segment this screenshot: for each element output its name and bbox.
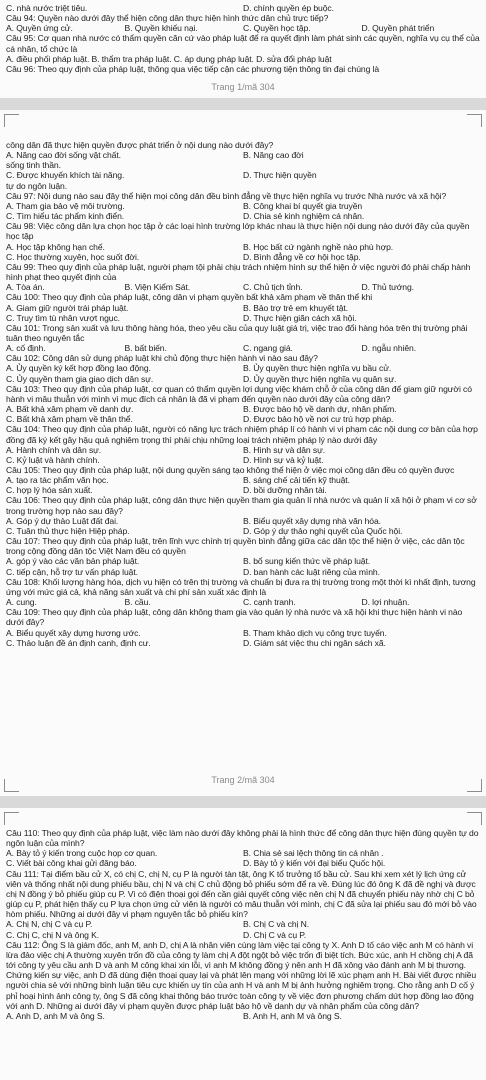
answer-option: D. Bình đẳng về cơ hội học tập. bbox=[243, 251, 361, 262]
question-text: Câu 96: Theo quy định của pháp luật, thông qua việc tiếp cận các phương tiện thông tin đại chúng là bbox=[6, 63, 380, 74]
answer-options-row bbox=[6, 303, 480, 313]
question-text: Câu 105: Theo quy định của pháp luật, nội dung quyền sáng tạo không thể hiện ở việc mọi công dân đều có quyền được bbox=[6, 465, 455, 475]
answer-option: D. Góp ý dự thảo nghị quyết của Quốc hội. bbox=[243, 525, 403, 536]
answer-options-row bbox=[6, 211, 480, 221]
answer-options-row bbox=[6, 858, 480, 868]
question-text: Câu 94: Quyền nào dưới đây thể hiện công dân thực hiện hình thức dân chủ trực tiếp? bbox=[6, 13, 329, 24]
question-text: Câu 112: Ông S là giám đốc, anh M, anh D, chị A là nhân viên cùng làm việc tại công ty X. Anh D tố cáo việc anh M có hành vi lừa đảo việc chị A thường xuyên trốn đồ của công ty làm chị A đột ngột bỏ việc trốn đi biệt tích. Bức xúc, anh H chồng chị A đã tới công ty yêu cầu anh D và anh M công khai xin lỗi, vì anh M không đồng ý nên anh H đã xông vào đánh anh M bị thương. Chứng kiến sự việc, anh D đã dùng điện thoại quay lại và phát lên mạng với những lời lẽ xúc phạm anh H. Bài viết được nhiều người chia sẻ với những bình luận tiêu cực khiến uy tín của anh H và anh M bị ảnh hưởng nghiêm trọng. Cho rằng anh D cố ý phỉ hoại hình ảnh công ty, ông S đã công khai thông báo trước toàn công ty về việc đơn phương chấm dứt hợp đồng lao động với anh D. Những ai dưới đây vi phạm quyền được pháp luật bảo hộ về danh dự và nhân phẩm của công dân? bbox=[6, 939, 476, 1011]
answer-option: B. Chị C và chị N. bbox=[243, 919, 310, 930]
answer-options-row bbox=[6, 23, 480, 33]
page-number: Trang 1/mã 304 bbox=[211, 82, 275, 92]
answer-option: C. tiếp cận, hỗ trợ tư vấn pháp luật. bbox=[6, 566, 138, 577]
answer-option: B. Biểu quyết xây dựng nhà văn hóa. bbox=[243, 515, 381, 526]
corner-mark bbox=[467, 812, 482, 825]
answer-options-row bbox=[6, 1011, 480, 1021]
answer-option: C. ngang giá. bbox=[243, 343, 293, 354]
answer-option: B. Học bất cứ ngành nghề nào phù hợp. bbox=[243, 241, 394, 252]
answer-option: C. hợp lý hóa sản xuất. bbox=[6, 485, 93, 496]
answer-options-row bbox=[6, 3, 480, 13]
answer-option: D. Được bảo hộ về nơi cư trú hợp pháp. bbox=[243, 414, 394, 425]
answer-options-row bbox=[6, 414, 480, 424]
page-number: Trang 2/mã 304 bbox=[211, 775, 275, 785]
answer-option: D. Quyền phát triển bbox=[361, 23, 435, 34]
answer-options-row bbox=[6, 485, 480, 495]
answer-option: C. Thảo luận đề án định canh, định cư. bbox=[6, 637, 151, 648]
answer-options-row bbox=[6, 455, 480, 465]
answer-option: C. Viết bài công khai gửi đăng báo. bbox=[6, 858, 137, 869]
answer-option: A. Giam giữ người trái pháp luật. bbox=[6, 302, 129, 313]
question-text: A. điều phối pháp luật. B. thẩm tra pháp luật. C. áp dụng pháp luật. D. sửa đổi pháp luật bbox=[6, 53, 332, 64]
answer-option: B. sáng chế cải tiến kỹ thuật. bbox=[243, 475, 350, 486]
answer-options-row bbox=[6, 404, 480, 414]
answer-options-row bbox=[6, 282, 480, 292]
answer-option: A. Chị N, chị C và cụ P. bbox=[6, 919, 93, 930]
answer-options-row bbox=[6, 343, 480, 353]
answer-option: B. cầu. bbox=[124, 597, 151, 608]
answer-option: D. Bày tỏ ý kiến với đại biểu Quốc hội. bbox=[243, 858, 386, 869]
answer-option: C. Truy tìm tù nhân vượt ngục. bbox=[6, 312, 120, 323]
answer-option: C. Được khuyến khích tài năng. bbox=[6, 170, 125, 181]
answer-option: B. Công khai bí quyết gia truyền bbox=[243, 200, 363, 211]
answer-option: C. Tìm hiểu tác phẩm kinh điển. bbox=[6, 211, 125, 222]
answer-option: A. Bày tỏ ý kiến trong cuộc họp cơ quan. bbox=[6, 848, 158, 859]
answer-options-row bbox=[6, 638, 480, 648]
answer-options-row bbox=[6, 363, 480, 373]
answer-option: B. Quyền khiếu nại. bbox=[124, 23, 198, 34]
answer-option: A. cố định. bbox=[6, 343, 46, 354]
question-text: sống tinh thần. bbox=[6, 160, 61, 171]
answer-option: D. bồi dưỡng nhân tài. bbox=[243, 485, 327, 496]
question-text: Câu 98: Việc công dân lựa chọn học tập ở các loại hình trường lớp khác nhau là thực hiện nội dung nào dưới đây của quyền học tập bbox=[6, 221, 470, 242]
answer-option: A. tạo ra tác phẩm văn học. bbox=[6, 475, 109, 486]
answer-option: C. Tuân thủ thực hiện Hiệp pháp. bbox=[6, 525, 130, 536]
answer-option: D. Giám sát việc thu chi ngân sách xã. bbox=[243, 637, 386, 648]
answer-option: A. Năng cao đời sống vật chất. bbox=[6, 150, 121, 161]
answer-option: C. Học thường xuyên, học suốt đời. bbox=[6, 251, 140, 262]
answer-option: C. Bất khả xâm phạm về thân thể. bbox=[6, 414, 133, 425]
answer-option: D. Thực hiện quyền bbox=[243, 170, 317, 181]
page-1-text bbox=[6, 3, 480, 74]
answer-option: A. cung. bbox=[6, 597, 37, 608]
answer-option: A. Học tập không hạn chế. bbox=[6, 241, 105, 252]
exam-page-3 bbox=[0, 808, 486, 1080]
answer-option: B. Viện Kiểm Sát. bbox=[124, 282, 190, 293]
question-text: Câu 99: Theo quy định của pháp luật, người phạm tội phải chịu trách nhiệm hình sự thể hiện ở việc người đó phải chấp hành hình phạt theo quyết định của bbox=[6, 261, 471, 283]
answer-option: A. Tòa án. bbox=[6, 282, 45, 293]
question-text: Câu 110: Theo quy định của pháp luật, việc làm nào dưới đây không phải là hình thức để công dân thực hiện đúng quyền tự do ngôn luận của mình? bbox=[6, 828, 479, 849]
answer-option: B. Anh H, anh M và ông S. bbox=[243, 1010, 342, 1021]
question-text: Câu 106: Theo quy định của pháp luật, công dân thực hiện quyền tham gia quản lí nhà nước và quản lí xã hội ở phạm vi cơ sở trong trường hợp nào sau đây? bbox=[6, 495, 477, 516]
answer-option: A. Anh D, anh M và ông S. bbox=[6, 1010, 105, 1021]
page-2-text bbox=[6, 140, 480, 648]
answer-option: A. Góp ý dự thảo Luật đất đai. bbox=[6, 515, 119, 526]
answer-option: C. nhà nước triệt tiêu. bbox=[6, 3, 88, 13]
answer-options-row bbox=[6, 526, 480, 536]
exam-page-2 bbox=[0, 110, 486, 796]
answer-option: B. Tham khảo dịch vụ công trực tuyến. bbox=[243, 627, 387, 638]
question-text: Câu 111: Tại điểm bầu cử X, có chị C, chị N, cụ P là người tàn tật, ông K tổ trưởng tổ bầu cử. Sau khi xem xét lý lịch ứng cử viên và thống nhất nội dung phiếu bầu, chị N và chị C chủ động bỏ phiếu sớm để ra về. Đúng lúc đó ông K đã đề nghị và được chị N đồng ý bỏ phiếu giúp cụ P. Vì có điện thoại gọi đến cần giải quyết công việc nên chị N đã chuyển phiếu này nhờ chị C bỏ giúp cụ P, phát hiện thấy cụ P lựa chọn ứng cử viên là người có mâu thuẫn với mình, chị C đã sửa lại phiếu sau đó mới bỏ vào hòm phiếu. Những ai dưới đây vi phạm nguyên tắc bỏ phiếu kín? bbox=[6, 868, 477, 920]
exam-page-1 bbox=[0, 0, 486, 98]
answer-options-row bbox=[6, 252, 480, 262]
question-text: Câu 108: Khối lượng hàng hóa, dịch vụ hiện có trên thị trường và chuẩn bị đưa ra thị trường trong một thời kì nhất định, tương ứng với mức giá cả, khả năng sản xuất và chi phí sản xuất xác định là bbox=[6, 576, 476, 597]
answer-option: D. Ủy quyền thực hiện nghĩa vụ quân sự. bbox=[243, 373, 397, 384]
answer-option: C. Chị C, chị N và ông K. bbox=[6, 929, 100, 940]
answer-option: A. Ủy quyền ký kết hợp đồng lao động. bbox=[6, 363, 151, 374]
answer-option: A. Hành chính và dân sự. bbox=[6, 444, 102, 455]
answer-option: D. lợi nhuận. bbox=[361, 597, 410, 608]
answer-options-row bbox=[6, 374, 480, 384]
answer-option: C. Quyền học tập. bbox=[243, 23, 311, 34]
answer-options-row bbox=[6, 313, 480, 323]
answer-option: B. Năng cao đời bbox=[243, 150, 304, 161]
answer-option: B. Được bảo hộ về danh dự, nhân phẩm. bbox=[243, 404, 397, 415]
question-text: Câu 100: Theo quy định của pháp luật, công dân vi phạm quyền bất khả xâm phạm về thân thể khi bbox=[6, 292, 373, 303]
answer-option: C. cạnh tranh. bbox=[243, 597, 296, 608]
answer-option: A. góp ý vào các văn bản pháp luật. bbox=[6, 556, 140, 567]
answer-option: A. Bất khả xâm phạm về danh dự. bbox=[6, 404, 134, 415]
answer-option: A. Quyền ứng cử. bbox=[6, 23, 73, 34]
answer-options-row bbox=[6, 597, 480, 607]
answer-option: C. Chủ tịch tỉnh. bbox=[243, 282, 303, 293]
answer-option: A. Biểu quyết xây dựng hương ước. bbox=[6, 627, 141, 638]
answer-option: B. bất biến. bbox=[124, 343, 167, 354]
corner-mark bbox=[4, 812, 19, 825]
answer-options-row bbox=[6, 475, 480, 485]
answer-option: A. Tham gia bảo vệ môi trường. bbox=[6, 200, 125, 211]
question-text: Câu 97: Nội dung nào sau đây thể hiện mọi công dân đều bình đẳng về thực hiện nghĩa vụ trước Nhà nước và xã hội? bbox=[6, 190, 447, 201]
answer-option: C. Kỷ luật và hành chính. bbox=[6, 454, 100, 465]
answer-options-row bbox=[6, 567, 480, 577]
answer-options-row bbox=[6, 628, 480, 638]
answer-options-row bbox=[6, 919, 480, 929]
answer-options-row bbox=[6, 930, 480, 940]
question-text: Câu 109: Theo quy định của pháp luật, công dân không tham gia vào quản lý nhà nước và xã hội khi thực hiện hành vi nào dưới đây? bbox=[6, 607, 463, 628]
answer-options-row bbox=[6, 242, 480, 252]
answer-options-row bbox=[6, 170, 480, 180]
corner-mark bbox=[467, 114, 482, 127]
answer-options-row bbox=[6, 556, 480, 566]
page-3-text bbox=[6, 828, 480, 1021]
answer-options-row bbox=[6, 445, 480, 455]
answer-option: C. Ủy quyền tham gia giao dịch dân sự. bbox=[6, 373, 154, 384]
answer-options-row bbox=[6, 201, 480, 211]
answer-option: B. Bảo trợ trẻ em khuyết tật. bbox=[243, 302, 348, 313]
question-text: tự do ngôn luận. bbox=[6, 180, 68, 191]
corner-mark bbox=[4, 114, 19, 127]
question-text: Câu 103: Theo quy định của pháp luật, cơ quan có thẩm quyền lợi dụng việc khám chỗ ở của công dân để giam giữ người có hành vi mâu thuẫn với mình vì mục đích cá nhân là đã vi phạm đến quyền nào dưới đây của công dân? bbox=[6, 383, 472, 404]
answer-option: D. ban hành các luật riêng của mình. bbox=[243, 566, 380, 577]
answer-option: D. Chị C và cụ P. bbox=[243, 929, 307, 940]
question-text: Câu 101: Trong sản xuất và lưu thông hàng hóa, theo yêu cầu của quy luật giá trị, việc trao đổi hàng hóa trên thị trường phải tuân theo nguyên tắc bbox=[6, 322, 468, 343]
answer-options-row bbox=[6, 516, 480, 526]
answer-option: B. Ủy quyền thực hiện nghĩa vụ bầu cử. bbox=[243, 363, 392, 374]
question-text: Câu 104: Theo quy định của pháp luật, người có năng lực trách nhiệm pháp lí có hành vi vi phạm các nội dung cơ bản của hợp đồng đã ký kết gây hậu quả nghiêm trọng thì phải chịu những loại trách nhiệm pháp lý nào dưới đây bbox=[6, 424, 478, 445]
question-text: Câu 95: Cơ quan nhà nước có thẩm quyền căn cứ vào pháp luật để ra quyết định làm phát sinh các quyền, nghĩa vụ cụ thể của cá nhân, tổ chức là bbox=[6, 33, 480, 54]
answer-options-row bbox=[6, 150, 480, 160]
answer-option: B. Hình sự và dân sự. bbox=[243, 444, 326, 455]
answer-option: D. Thủ tướng. bbox=[361, 282, 414, 293]
answer-option: D. Thực hiện giãn cách xã hội. bbox=[243, 312, 357, 323]
answer-option: D. Chia sẻ kinh nghiệm cá nhân. bbox=[243, 211, 365, 222]
answer-option: B. bổ sung kiến thức về pháp luật. bbox=[243, 556, 371, 567]
answer-option: B. Chia sẻ sai lệch thông tin cá nhân . bbox=[243, 848, 384, 859]
question-text: công dân đã thực hiện quyền được phát triển ở nội dung nào dưới đây? bbox=[6, 140, 274, 150]
question-text: Câu 107: Theo quy định của pháp luật, trên lĩnh vực chính trị quyền bình đẳng giữa các dân tộc thể hiện ở việc, các dân tộc trong cộng đồng dân tộc Việt Nam đều có quyền bbox=[6, 536, 465, 557]
answer-option: D. Hình sự và kỷ luật. bbox=[243, 454, 324, 465]
answer-option: D. chính quyền ép buộc. bbox=[243, 3, 334, 13]
answer-options-row bbox=[6, 848, 480, 858]
answer-option: D. ngẫu nhiên. bbox=[361, 343, 417, 354]
question-text: Câu 102: Công dân sử dụng pháp luật khi chủ động thực hiện hành vi nào sau đây? bbox=[6, 353, 318, 364]
